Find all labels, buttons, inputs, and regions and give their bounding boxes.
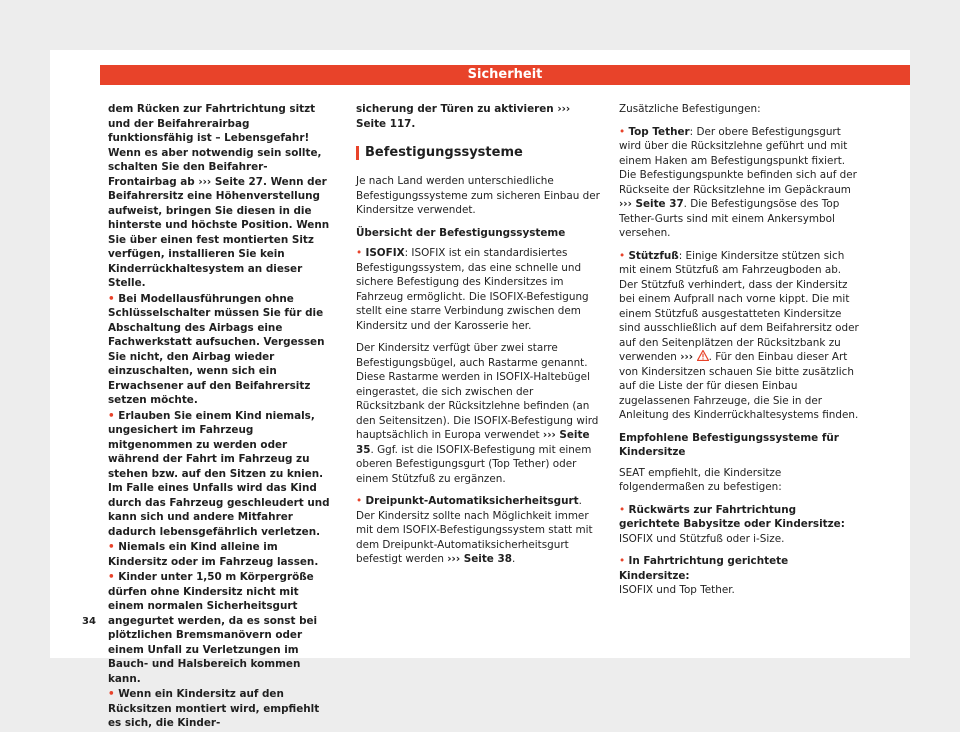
page-reference[interactable]: ››› Seite 117 xyxy=(356,103,571,130)
warning-bullet: • Kinder unter 1,50 m Körpergröße dürfen ohne Kindersitz nicht mit einem normalen Sicherheitsgurt angegurtet werden, da es sonst bei plötzlichen Bremsmanövern oder einem Unfall zu Verletzungen im Bauch- und Halsbereich kommen kann. xyxy=(108,571,318,685)
section-title: Befestigungssysteme xyxy=(356,146,601,160)
isofix-item: • ISOFIX: ISOFIX ist ein standardisiertes Befestigungssystem, das eine schnelle und sichere Befestigung des Kindersitzes im Fahrzeug ermöglicht. Die ISOFIX-Befestigung stellt eine starre Verbindung zwischen dem Kindersitz und der Karosserie her. xyxy=(356,247,589,332)
page-reference[interactable]: ››› Seite 38 xyxy=(447,553,512,565)
bullet-icon: • xyxy=(619,249,626,262)
top-tether-item: • Top Tether: Der obere Befestigungsgurt wird über die Rücksitzlehne geführt und mit einem Haken am Befestigungspunkt fixiert. Die Befestigungspunkte befinden sich auf der Rückseite der Rücksitzlehne im Gepäckraum ››› Seite 37. Die Befestigungsöse des Top Tether-Gurts sind mit einem Ankersymbol versehen. xyxy=(619,125,857,239)
recommendation-item: • In Fahrtrichtung gerichtete Kindersitze: ISOFIX und Top Tether. xyxy=(619,555,789,596)
manual-page xyxy=(50,50,910,729)
page-reference[interactable]: ››› Seite 35 xyxy=(356,429,590,456)
warning-bullet: • Bei Modellausführungen ohne Schlüsselschalter müssen Sie für die Abschaltung des Airbags eine Fachwerkstatt aufsuchen. Vergessen Sie nicht, den Airbag wieder einzuschalten, wenn sich ein Erwachsener auf den Beifahrersitz setzen möchte. xyxy=(108,292,325,406)
warning-reference[interactable]: ››› xyxy=(680,351,708,363)
page-reference[interactable]: ››› Seite 27 xyxy=(198,175,264,188)
page-reference[interactable]: ››› Seite 37 xyxy=(619,198,684,210)
paragraph: SEAT empfiehlt, die Kindersitze folgendermaßen zu befestigen: xyxy=(619,466,782,493)
paragraph: Zusätzliche Befestigungen: xyxy=(619,103,761,115)
warning-column xyxy=(108,102,334,732)
bullet-icon: • xyxy=(108,571,115,583)
content-column-2 xyxy=(356,102,601,575)
subheading: Übersicht der Befestigungssysteme xyxy=(356,226,566,239)
stuetzfuss-item: • Stützfuß: Einige Kindersitze stützen sich mit einem Stützfuß am Fahrzeugboden ab. Der Stützfuß verhindert, dass der Kindersitz bei einem Aufprall nach vorne kippt. Die mit einem Stützfuß ausgestatteten Kindersitze sind ausschließlich auf dem Beifahrersitz oder auf den Seitenplätzen der Rücksitzbank zu verwenden ››› . Für den Einbau dieser Art von Kindersitzen schauen Sie bitte zusätzlich auf die Liste der für diesen Einbau zugelassenen Fahrzeuge, die Sie in der Anleitung des Kinderrückhaltesystems finden. xyxy=(619,249,859,421)
bullet-icon: • xyxy=(108,292,115,305)
recommendation-item: • Rückwärts zur Fahrtrichtung gerichtete Babysitze oder Kindersitze: ISOFIX und Stützfuß oder i-Size. xyxy=(619,503,845,545)
bullet-icon: • xyxy=(108,409,115,422)
bullet-icon: • xyxy=(108,688,115,700)
warning-continuation: sicherung der Türen zu aktivieren ››› Seite 117. xyxy=(356,103,571,130)
content-column-3 xyxy=(619,102,859,606)
bullet-icon: • xyxy=(619,503,626,516)
warning-bullet: • Wenn ein Kindersitz auf den Rücksitzen montiert wird, empfiehlt es sich, die Kinder- xyxy=(108,688,320,729)
subheading: Empfohlene Befestigungssysteme für Kindersitze xyxy=(619,431,839,458)
warning-bullet: • Erlauben Sie einem Kind niemals, ungesichert im Fahrzeug mitgenommen zu werden oder während der Fahrt im Fahrzeug zu stehen bzw. auf den Sitzen zu knien. Im Falle eines Unfalls wird das Kind durch das Fahrzeug geschleudert und kann sich und andere Mitfahrer dadurch lebensgefährlich verletzen. xyxy=(108,409,330,538)
page-number: 34 xyxy=(82,616,96,627)
bullet-icon: • xyxy=(108,541,115,553)
section-header: Sicherheit xyxy=(100,65,910,85)
dreipunkt-item: • Dreipunkt-Automatiksicherheitsgurt. Der Kindersitz sollte nach Möglichkeit immer mit dem ISOFIX-Befestigungssystem statt mit dem Dreipunkt-Automatiksicherheitsgurt befestigt werden ››› Seite 38. xyxy=(356,495,593,565)
warning-triangle-icon xyxy=(697,350,709,361)
bullet-icon: • xyxy=(356,495,363,507)
warning-bullet: • Niemals ein Kind alleine im Kindersitz oder im Fahrzeug lassen. xyxy=(108,541,319,568)
bullet-icon: • xyxy=(619,125,626,138)
bullet-icon: • xyxy=(619,555,626,567)
paragraph: Je nach Land werden unterschiedliche Befestigungssysteme zum sicheren Einbau der Kindersitze verwendet. xyxy=(356,175,600,216)
warning-intro: dem Rücken zur Fahrtrichtung sitzt und der Beifahrerairbag funktionsfähig ist – Lebensgefahr! Wenn es aber notwendig sein sollte, schalten Sie den Beifahrer-Frontairbag ab ››› Seite 27. Wenn der Beifahrersitz eine Höhenverstellung aufweist, bringen Sie diesen in die hinterste und höchste Position. Wenn Sie über einen fest montierten Sitz verfügen, installieren Sie kein Kinderrückhaltesystem an dieser Stelle. xyxy=(108,103,330,289)
paragraph: Der Kindersitz verfügt über zwei starre Befestigungsbügel, auch Rastarme genannt. Diese Rastarme werden in ISOFIX-Haltebügel eingerastet, die sich zwischen der Rücksitzbank der Rücksitzlehne befinden (an den Seitensitzen). Die ISOFIX-Befestigung wird hauptsächlich in Europa verwendet ››› Seite 35. Ggf. ist die ISOFIX-Befestigung mit einem oberen Befestigungsgurt (Top Tether) oder einem Stützfuß zu ergänzen. xyxy=(356,342,599,485)
bullet-icon: • xyxy=(356,247,363,259)
